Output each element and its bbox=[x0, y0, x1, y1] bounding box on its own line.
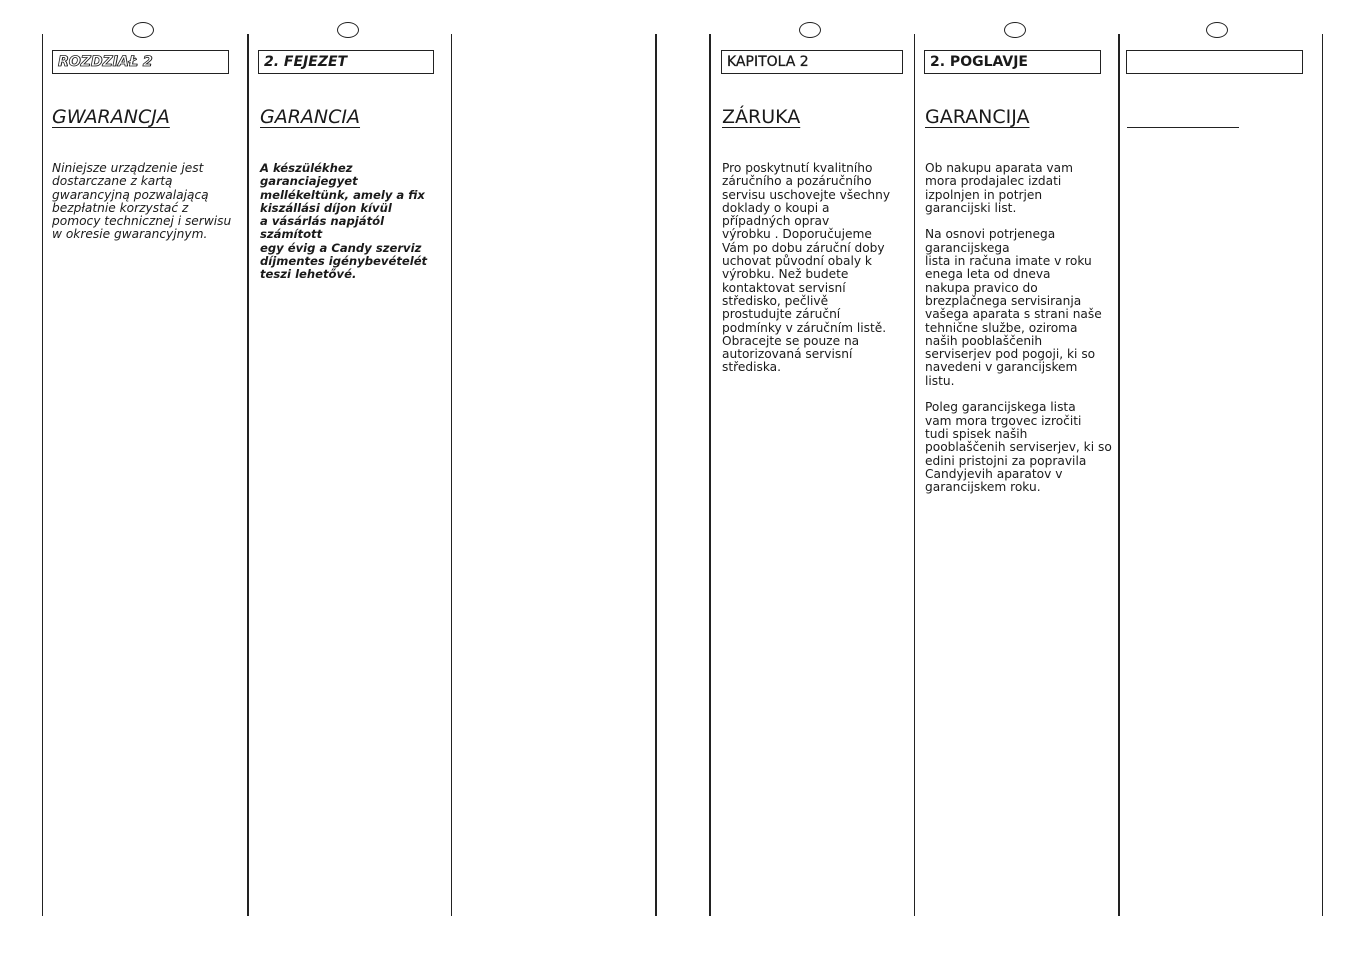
section-title: ZÁRUKA bbox=[722, 106, 801, 128]
column-rule-5 bbox=[709, 34, 711, 916]
column-rule-8 bbox=[1322, 34, 1323, 916]
body-text bbox=[52, 162, 242, 255]
chapter-heading: 2. FEJEZET bbox=[258, 50, 434, 74]
paragraph: Ob nakupu aparata vam mora prodajalec izdati izpolnjen in potrjen garancijski list. bbox=[925, 161, 1073, 215]
section-title: GARANCIA bbox=[260, 106, 361, 128]
chapter-heading: 2. POGLAVJE bbox=[924, 50, 1101, 74]
column-rule-4 bbox=[655, 34, 657, 916]
column-rule-1 bbox=[42, 34, 43, 916]
chapter-heading: KAPITOLA 2 bbox=[721, 50, 903, 74]
body-text bbox=[722, 162, 907, 388]
section-title: GWARANCJA bbox=[52, 106, 170, 128]
language-badge bbox=[132, 22, 154, 38]
body-text bbox=[260, 162, 445, 295]
paragraph: A készülékhez garanciajegyet mellékeltünk, amely a fix kiszállási díjon kívül a vásárlás napjától számított egy évig a Candy szerviz díjmentes igénybevételét teszi lehetővé. bbox=[260, 161, 428, 282]
column-rule-7 bbox=[1118, 34, 1120, 916]
paragraph: Na osnovi potrjenega garancijskega lista in računa imate v roku enega leta od dneva nakupa pravico do brezplačnega servisiranja vašega aparata s strani naše tehnične službe, oziroma naših pooblaščenih serviserjev pod pogoji, ki so navedeni v garancijskem listu. bbox=[925, 227, 1102, 388]
chapter-heading: ROZDZIAŁ 2 bbox=[52, 50, 229, 74]
paragraph: Pro poskytnutí kvalitního záručního a pozáručního servisu uschovejte všechny doklady o koupi a případných oprav výrobku . Doporučujeme Vám po dobu záruční doby uchovat původní obaly k výrobku. Než budete kontaktovat servisní středisko, pečlivě prostudujte záruční podmínky v záručním listě. Obracejte se pouze na autorizovaná servisní střediska. bbox=[722, 161, 891, 375]
language-badge bbox=[337, 22, 359, 38]
language-badge bbox=[1004, 22, 1026, 38]
paragraph: Poleg garancijskega lista vam mora trgovec izročiti tudi spisek naših pooblaščenih serviserjev, ki so edini pristojni za popravila Candyjevih aparatov v garancijskem roku. bbox=[925, 400, 1112, 495]
chapter-heading bbox=[1126, 50, 1303, 74]
section-title-underline bbox=[1127, 127, 1239, 128]
body-text bbox=[925, 162, 1115, 508]
paragraph: Niniejsze urządzenie jest dostarczane z kartą gwarancyjną pozwalającą bezpłatnie korzystać z pomocy technicznej i serwisu w okresie gwarancyjnym. bbox=[52, 161, 232, 242]
section-title: GARANCIJA bbox=[925, 106, 1030, 128]
column-rule-3 bbox=[451, 34, 452, 916]
column-rule-2 bbox=[247, 34, 249, 916]
language-badge bbox=[1206, 22, 1228, 38]
language-badge bbox=[799, 22, 821, 38]
column-rule-6 bbox=[914, 34, 915, 916]
